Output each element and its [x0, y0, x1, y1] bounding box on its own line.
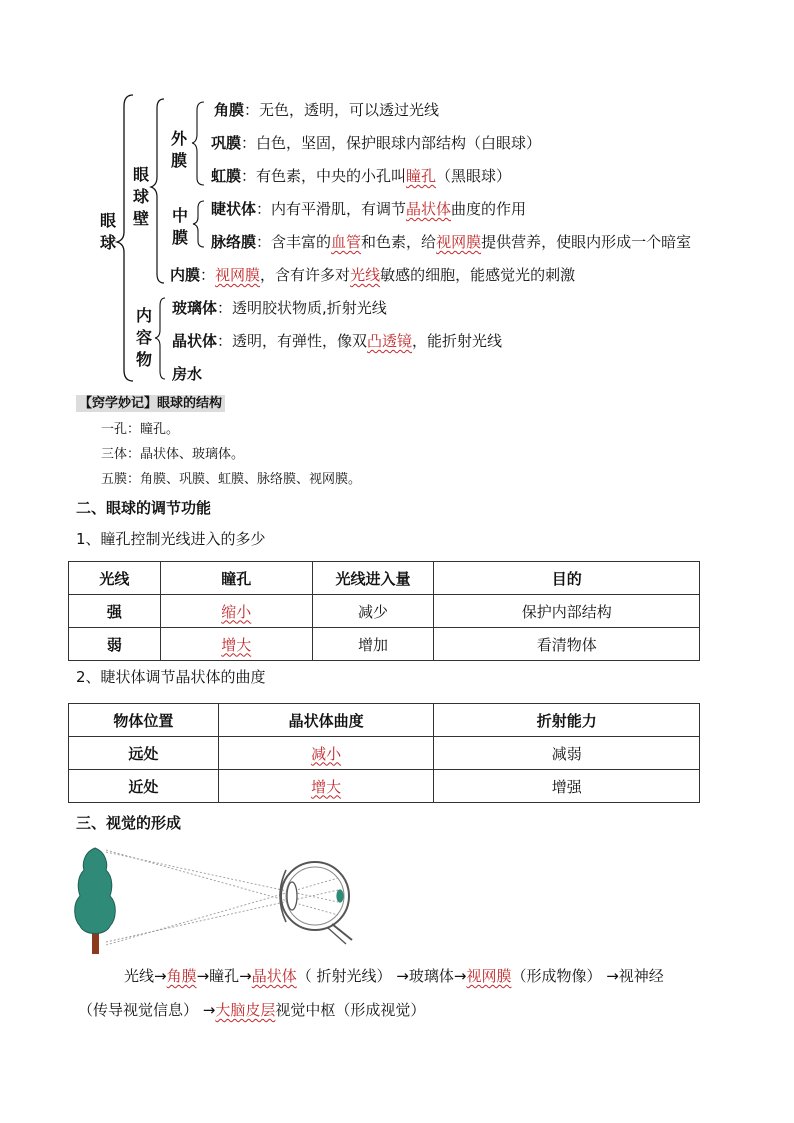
desc-choroid-3: 提供营养，使眼内形成一个暗室 [481, 233, 692, 251]
pupil-table [68, 561, 700, 661]
table-row [69, 737, 700, 770]
label-eyeball: 眼球 [99, 211, 116, 252]
memo-line-2: 三体：晶状体、玻璃体。 [101, 447, 245, 462]
row-ciliary [211, 200, 526, 218]
term-cornea: 角膜 [214, 101, 245, 119]
answer-retina-2: 视网膜 [215, 266, 261, 284]
header-purpose: 目的 [434, 562, 700, 595]
label-contents: 内容物 [135, 306, 152, 369]
desc-cornea: ：无色，透明，可以透过光线 [244, 101, 440, 119]
term-lens: 晶状体 [172, 332, 218, 350]
memo-title [76, 392, 225, 411]
term-choroid: 脉络膜 [211, 233, 257, 251]
cell [218, 770, 434, 803]
section2-heading: 二、眼球的调节功能 [76, 499, 212, 517]
answer-retina-3: 视网膜 [466, 967, 512, 985]
lens-table [68, 703, 700, 803]
answer-lens: 晶状体 [406, 200, 452, 218]
header-pupil: 瞳孔 [160, 562, 312, 595]
label-middle-membrane: 中膜 [171, 206, 188, 247]
header-lens-curvature: 晶状体曲度 [218, 704, 434, 737]
answer-retina: 视网膜 [436, 233, 482, 251]
table-row [69, 595, 700, 628]
row-aqueous [172, 365, 202, 383]
cell: 保护内部结构 [434, 595, 700, 628]
memo-title-text: 【窍学妙记】眼球的结构 [76, 395, 225, 412]
desc-retina-3: 敏感的细胞，能感觉光的刺激 [380, 266, 576, 284]
desc-sclera: ：白色，坚固，保护眼球内部结构（白眼球） [241, 134, 542, 152]
label-outer-membrane: 外膜 [170, 129, 187, 170]
answer-blood-vessel: 血管 [331, 233, 362, 251]
table-row [69, 562, 700, 595]
desc-iris-1: ：有色素，中央的小孔叫 [241, 167, 407, 185]
cell: 增强 [434, 770, 700, 803]
desc-lens-1: ：透明，有弹性，像双 [217, 332, 368, 350]
label-eyeball-wall: 眼球壁 [132, 165, 149, 228]
header-refraction: 折射能力 [434, 704, 700, 737]
memo-line-3: 五膜：角膜、巩膜、虹膜、脉络膜、视网膜。 [101, 472, 362, 487]
answer-lens-2: 晶状体 [251, 967, 297, 985]
path-text: 光线→ [124, 967, 167, 985]
cell [218, 737, 434, 770]
eyeball-icon [280, 862, 352, 944]
path-text: →瞳孔→ [196, 967, 252, 985]
table-row [69, 770, 700, 803]
desc-ciliary-1: ：内有平滑肌，有调节 [256, 200, 407, 218]
answer-cell: 减小 [311, 744, 342, 763]
term-inner-membrane: 内膜 [170, 266, 201, 284]
cell: 增加 [312, 628, 434, 661]
header-light-amount: 光线进入量 [312, 562, 434, 595]
row-vitreous [172, 299, 387, 317]
table-row [69, 628, 700, 661]
cell: 看清物体 [434, 628, 700, 661]
vision-illustration [70, 840, 370, 965]
tree-icon [75, 848, 116, 954]
answer-convex-lens: 凸透镜 [367, 332, 413, 350]
cell: 强 [69, 595, 161, 628]
header-light: 光线 [69, 562, 161, 595]
vision-pathway-line-1 [124, 967, 664, 985]
term-vitreous: 玻璃体 [172, 299, 218, 317]
path-text: 视觉中枢（形成视觉） [275, 1001, 426, 1019]
desc-lens-2: ，能折射光线 [412, 332, 503, 350]
term-sclera: 巩膜 [211, 134, 242, 152]
answer-cerebral-cortex: 大脑皮层 [215, 1001, 276, 1019]
term-ciliary: 睫状体 [211, 200, 257, 218]
desc-ciliary-2: 曲度的作用 [451, 200, 527, 218]
desc-iris-2: （黑眼球） [436, 167, 512, 185]
row-iris [211, 167, 511, 185]
cell [160, 628, 312, 661]
desc-choroid-1: ：含丰富的 [256, 233, 332, 251]
desc-vitreous: ：透明胶状物质,折射光线 [217, 299, 387, 317]
answer-light: 光线 [350, 266, 381, 284]
path-text: （传导视觉信息） → [78, 1001, 216, 1019]
cell: 减少 [312, 595, 434, 628]
vision-pathway-line-2 [78, 1001, 425, 1019]
cell: 减弱 [434, 737, 700, 770]
path-text: （ 折射光线） →玻璃体→ [296, 967, 467, 985]
row-retina [170, 266, 575, 284]
desc-choroid-2: 和色素，给 [361, 233, 437, 251]
answer-cornea: 角膜 [166, 967, 197, 985]
table-row [69, 704, 700, 737]
desc-retina-2: ，含有许多对 [260, 266, 351, 284]
row-sclera [211, 134, 541, 152]
row-choroid [211, 233, 691, 251]
path-text: （形成物像） →视神经 [511, 967, 664, 985]
desc-retina-1: ： [200, 266, 216, 284]
cell: 近处 [69, 770, 219, 803]
cell [160, 595, 312, 628]
row-lens [172, 332, 502, 350]
header-object-position: 物体位置 [69, 704, 219, 737]
cell: 远处 [69, 737, 219, 770]
term-aqueous: 房水 [172, 365, 203, 383]
answer-pupil: 瞳孔 [406, 167, 437, 185]
answer-cell: 增大 [221, 635, 252, 654]
section3-heading: 三、视觉的形成 [76, 814, 182, 832]
cell: 弱 [69, 628, 161, 661]
memo-line-1: 一孔：瞳孔。 [101, 422, 180, 437]
row-cornea [214, 101, 439, 119]
section2-sub1: 1、瞳孔控制光线进入的多少 [76, 530, 266, 548]
answer-cell: 增大 [311, 777, 342, 796]
section2-sub2: 2、睫状体调节晶状体的曲度 [76, 668, 266, 686]
term-iris: 虹膜 [211, 167, 242, 185]
answer-cell: 缩小 [221, 602, 252, 621]
